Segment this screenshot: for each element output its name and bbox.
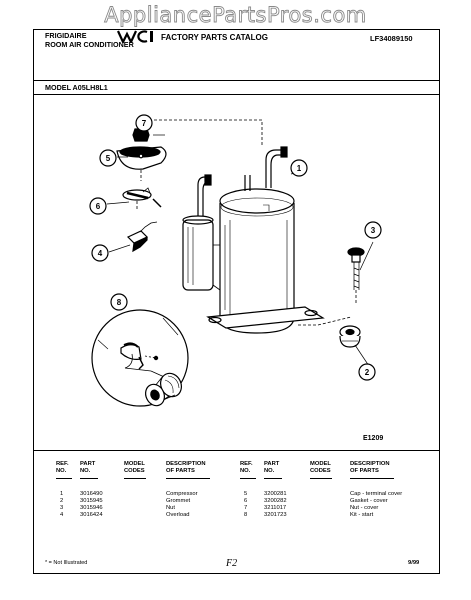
callout-7: 7 [141,119,147,128]
model-number: MODEL A05LH8L1 [45,83,108,92]
table-cell-desc: Compressor [166,491,198,497]
figure-code: E1209 [363,435,384,442]
exploded-parts-diagram [33,95,438,440]
underline [310,478,332,479]
part-column-right [264,491,287,519]
table-cell-desc: Kit - start [350,512,374,518]
table-cell-desc: Nut - cover [350,505,379,511]
wci-logo [117,30,157,43]
underline [240,478,256,479]
header-desc-right: DESCRIPTION OF PARTS [350,461,390,474]
table-cell-part: 3211017 [264,505,287,511]
header-model-left: MODEL CODES [124,461,145,474]
header-ref-right: REF. NO. [240,461,253,474]
table-cell-part: 3015946 [80,505,103,511]
table-divider [33,450,440,451]
underline [80,478,98,479]
table-cell-ref: 4 [60,512,64,518]
table-cell-part: 3015945 [80,498,103,504]
header-model-right: MODEL CODES [310,461,331,474]
underline [264,478,282,479]
table-cell-ref: 1 [60,491,64,497]
header-part-right: PART NO. [264,461,280,474]
table-cell-part: 3200281 [264,491,287,497]
underline [166,478,210,479]
document-number: LF34089150 [370,34,413,43]
table-cell-part: 3200282 [264,498,287,504]
callout-6: 6 [95,202,101,211]
page-number: F2 [226,558,238,569]
desc-column-right [350,491,402,519]
callout-3: 3 [370,226,376,235]
header-part-left: PART NO. [80,461,96,474]
header-divider [33,80,440,81]
revision-date: 9/99 [408,560,420,566]
watermark: AppliancePartsPros.com [104,3,367,27]
ref-column-left [60,491,63,519]
catalog-title: FACTORY PARTS CATALOG [161,33,268,42]
table-cell-desc: Cap - terminal cover [350,491,403,497]
callout-8: 8 [116,298,122,307]
table-cell-desc: Gasket - cover [350,498,388,504]
table-cell-ref: 7 [244,505,248,511]
table-cell-ref: 3 [60,505,64,511]
table-cell-part: 3016490 [80,491,103,497]
part-column-left [80,491,103,519]
table-cell-ref: 6 [244,498,248,504]
table-cell-ref: 5 [244,491,248,497]
desc-column-left [166,491,198,519]
table-cell-part: 3016424 [80,512,103,518]
not-illustrated-note: * = Not Illustrated [45,560,88,566]
table-cell-ref: 8 [244,512,248,518]
product-name: ROOM AIR CONDITIONER [45,40,134,49]
table-cell-part: 3201723 [264,512,287,518]
table-cell-desc: Grommet [166,498,191,504]
brand-name: FRIGIDAIRE [45,31,87,40]
header-ref-left: REF. NO. [56,461,69,474]
underline [350,478,394,479]
callout-1: 1 [296,164,302,173]
callout-5: 5 [105,154,111,163]
table-cell-desc: Overload [166,512,190,518]
callout-4: 4 [97,249,103,258]
callout-2: 2 [364,368,370,377]
header-desc-left: DESCRIPTION OF PARTS [166,461,206,474]
table-cell-ref: 2 [60,498,64,504]
underline [56,478,72,479]
table-cell-desc: Nut [166,505,176,511]
underline [124,478,146,479]
ref-column-right [244,491,247,519]
